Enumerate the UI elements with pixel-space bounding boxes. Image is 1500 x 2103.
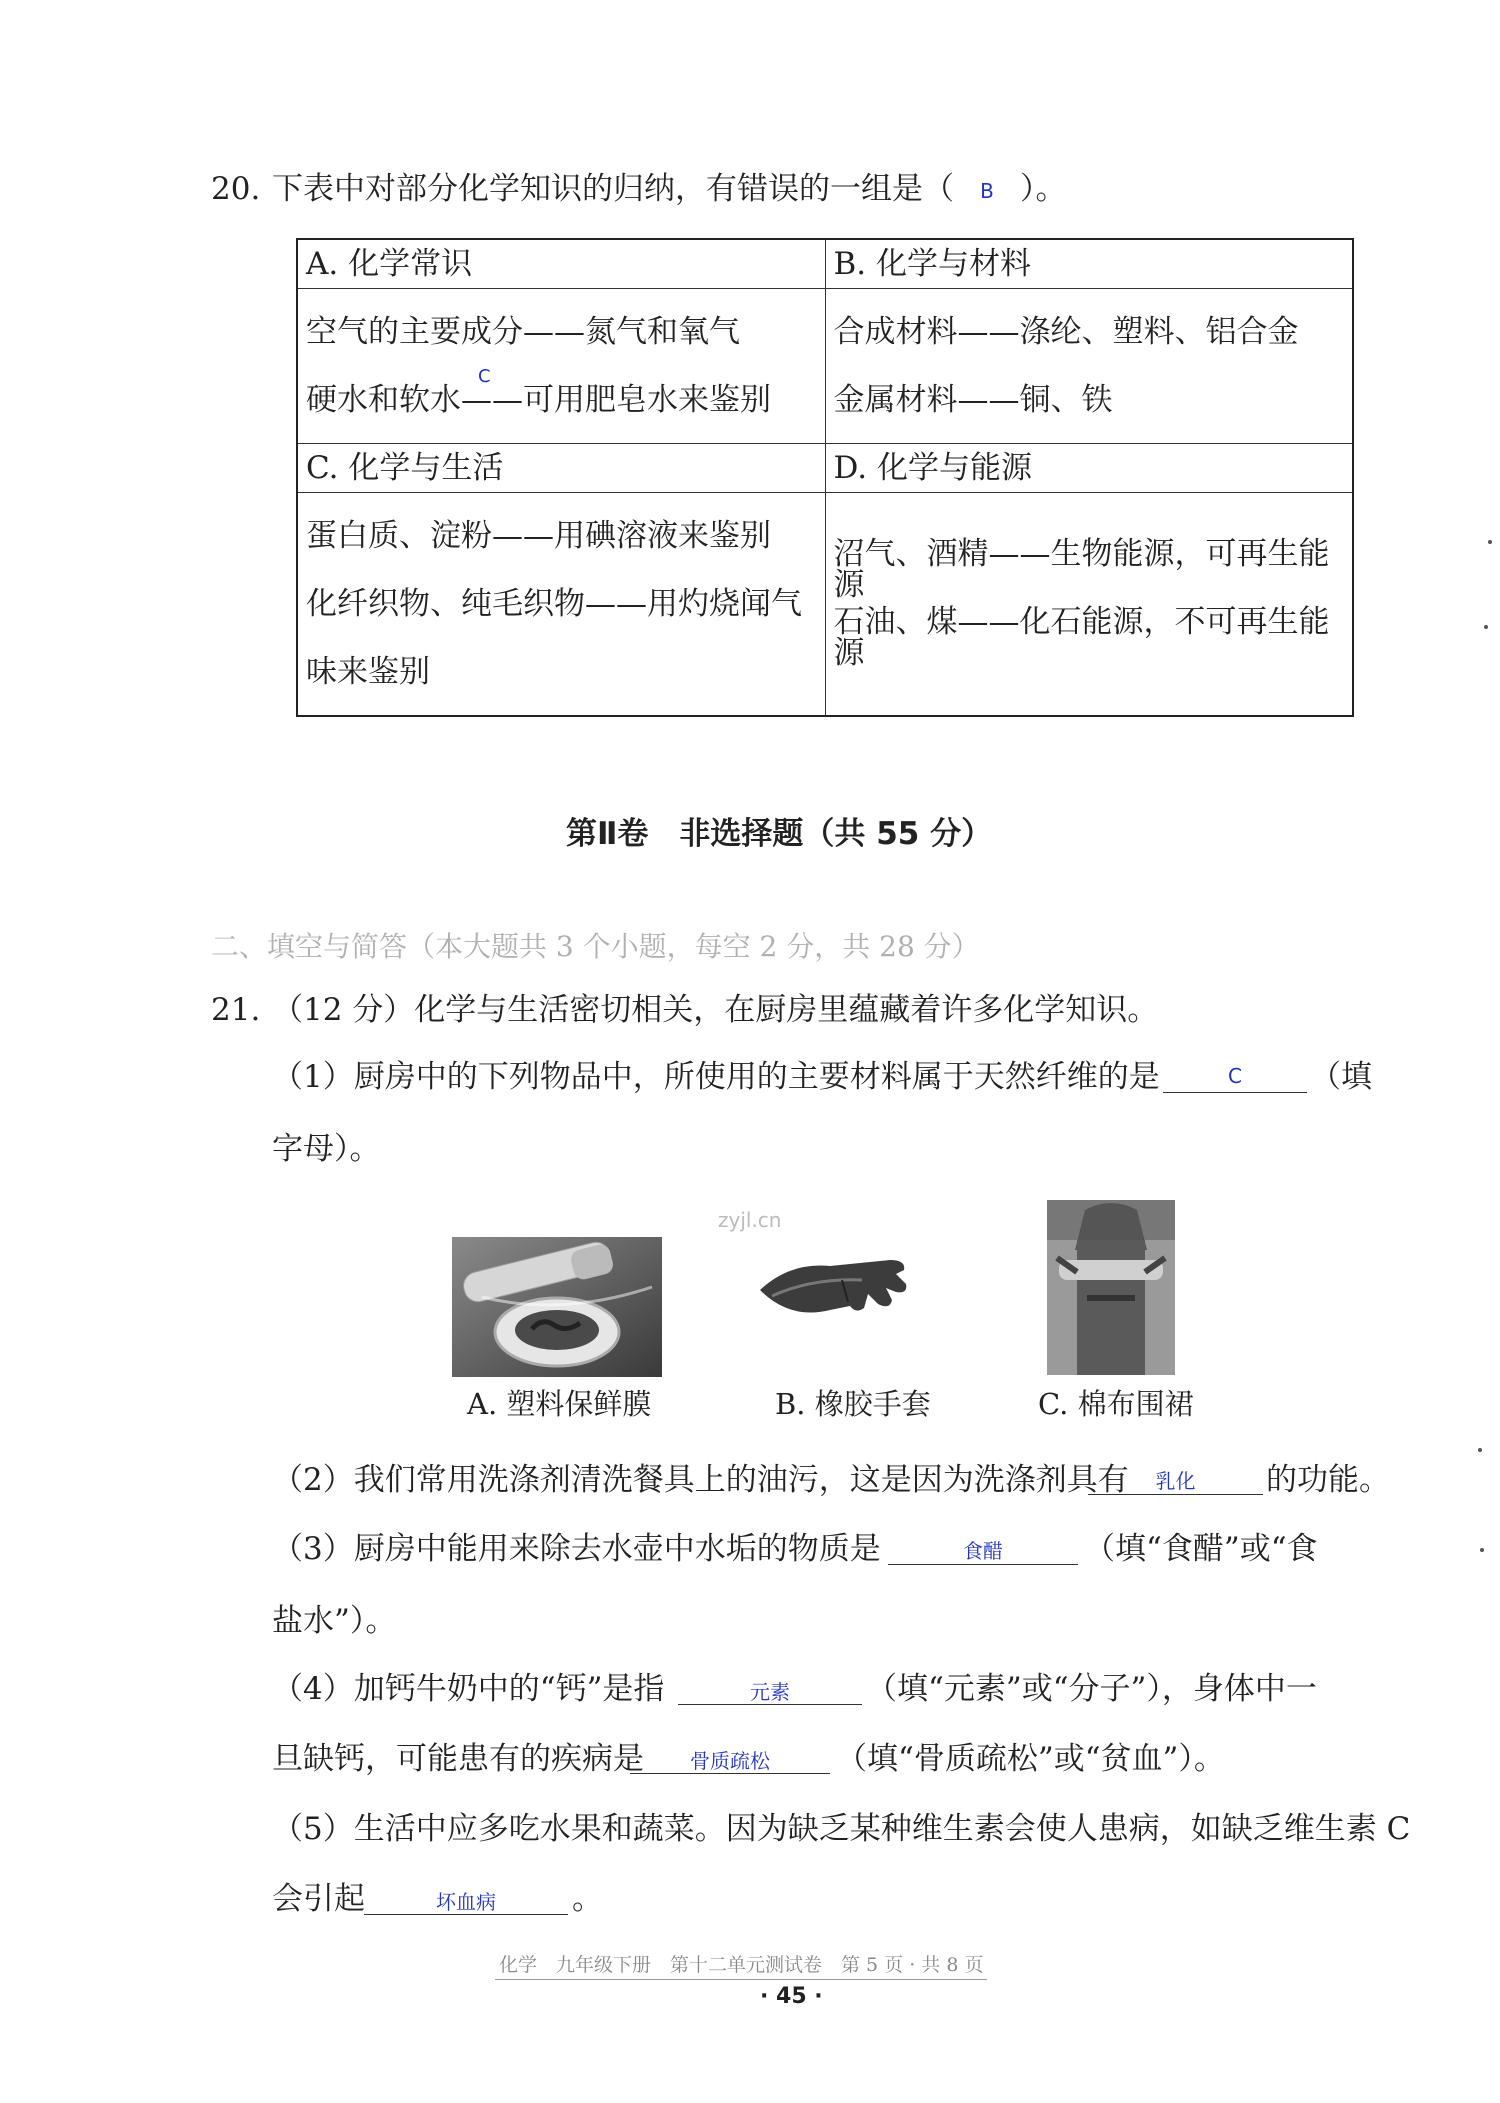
q21-number: 21. <box>211 992 261 1028</box>
q21-p3-after: （填“食醋”或“食 <box>1084 1531 1318 1567</box>
table-d-line1: 沼气、酒精——生物能源，可再生能源 <box>833 536 1330 603</box>
scan-speck <box>1488 540 1492 544</box>
caption-b: B. 橡胶手套 <box>775 1387 931 1421</box>
q21-p5-text: （5）生活中应多吃水果和蔬菜。因为缺乏某种维生素会使人患病，如缺乏维生素 C <box>272 1811 1411 1847</box>
image-rubber-gloves <box>752 1250 924 1340</box>
q20-number: 20. <box>211 171 261 207</box>
scan-speck <box>1484 625 1488 629</box>
part-heading: 二、填空与简答（本大题共 3 个小题，每空 2 分，共 28 分） <box>211 930 980 963</box>
q21-p3-text: （3）厨房中能用来除去水壶中水垢的物质是 <box>272 1531 881 1567</box>
caption-c: C. 棉布围裙 <box>1038 1387 1194 1421</box>
table-c-line1: 蛋白质、淀粉——用碘溶液来鉴别 <box>306 517 771 554</box>
q21-p2-answer: 乳化 <box>1155 1469 1196 1493</box>
q20-stem <box>272 171 1067 207</box>
q20-answer: B <box>980 178 994 203</box>
q21-p4-answer: 元素 <box>750 1680 790 1704</box>
q21-p3-answer: 食醋 <box>963 1539 1003 1563</box>
q21-p2-blank <box>1088 1494 1263 1495</box>
q20-stem-before: 下表中对部分化学知识的归纳，有错误的一组是（ <box>272 171 954 207</box>
table-a-line2: 硬水和软水——可用肥皂水来鉴别 <box>306 381 771 418</box>
section-title: 第Ⅱ卷 非选择题（共 55 分） <box>566 816 993 852</box>
q21-p4-answer2: 骨质疏松 <box>690 1749 770 1773</box>
table-header-b: B. 化学与材料 <box>825 239 1353 289</box>
table-a-line1: 空气的主要成分——氮气和氧气 <box>306 313 740 350</box>
footer-line: 化学 九年级下册 第十二单元测试卷 第 5 页 · 共 8 页 <box>495 1950 987 1980</box>
q21-p2-text: （2）我们常用洗涤剂清洗餐具上的油污，这是因为洗涤剂具有 <box>272 1462 1129 1498</box>
scan-speck <box>1478 1448 1482 1452</box>
q21-p5-line2-text: 会引起 <box>272 1881 365 1917</box>
q21-p4-line2-after: （填“骨质疏松”或“贫血”）。 <box>836 1741 1225 1777</box>
q21-p4-text: （4）加钙牛奶中的“钙”是指 <box>272 1671 665 1707</box>
q21-p1-text: （1）厨房中的下列物品中，所使用的主要材料属于天然纤维的是 <box>272 1059 1160 1095</box>
table-a-line2-wrap <box>306 366 825 434</box>
knowledge-table <box>296 238 1354 717</box>
q21-p3-line2: 盐水”）。 <box>272 1603 397 1639</box>
table-header-d: D. 化学与能源 <box>825 444 1353 493</box>
q21-p4-line2-text: 旦缺钙，可能患有的疾病是 <box>272 1741 644 1777</box>
image-cotton-apron <box>1047 1200 1175 1375</box>
q21-p1-blank <box>1163 1092 1307 1093</box>
scan-speck <box>1480 1548 1484 1552</box>
q21-p2-after: 的功能。 <box>1266 1462 1390 1498</box>
q21-p5-after: 。 <box>572 1881 603 1917</box>
table-b-line2: 金属材料——铜、铁 <box>833 381 1113 418</box>
q21-p4-after: （填“元素”或“分子”），身体中一 <box>866 1671 1317 1707</box>
q21-p1-after: （填 <box>1310 1059 1372 1095</box>
table-d-line2: 石油、煤——化石能源，不可再生能源 <box>833 604 1330 671</box>
q21-p1-line2: 字母）。 <box>272 1131 381 1167</box>
q21-intro: （12 分）化学与生活密切相关，在厨房里蕴藏着许多化学知识。 <box>272 992 1159 1028</box>
table-header-c: C. 化学与生活 <box>297 444 825 493</box>
table-c-line2: 化纤织物、纯毛织物——用灼烧闻气 <box>306 585 802 622</box>
watermark: zyjl.cn <box>718 1208 782 1232</box>
table-b-line1: 合成材料——涤纶、塑料、铝合金 <box>833 313 1299 350</box>
table-header-a: A. 化学常识 <box>297 239 825 289</box>
q20-stem-after: ）。 <box>1020 171 1067 207</box>
image-plastic-wrap <box>452 1237 662 1377</box>
caption-a: A. 塑料保鲜膜 <box>467 1387 652 1421</box>
table-a-mark: C <box>478 366 491 387</box>
q21-p1-answer: C <box>1228 1064 1242 1088</box>
q21-p5-answer: 坏血病 <box>436 1890 496 1914</box>
page-number: · 45 · <box>760 1984 823 2009</box>
table-c-line3: 味来鉴别 <box>306 653 430 690</box>
q21-p3-blank <box>888 1564 1078 1565</box>
